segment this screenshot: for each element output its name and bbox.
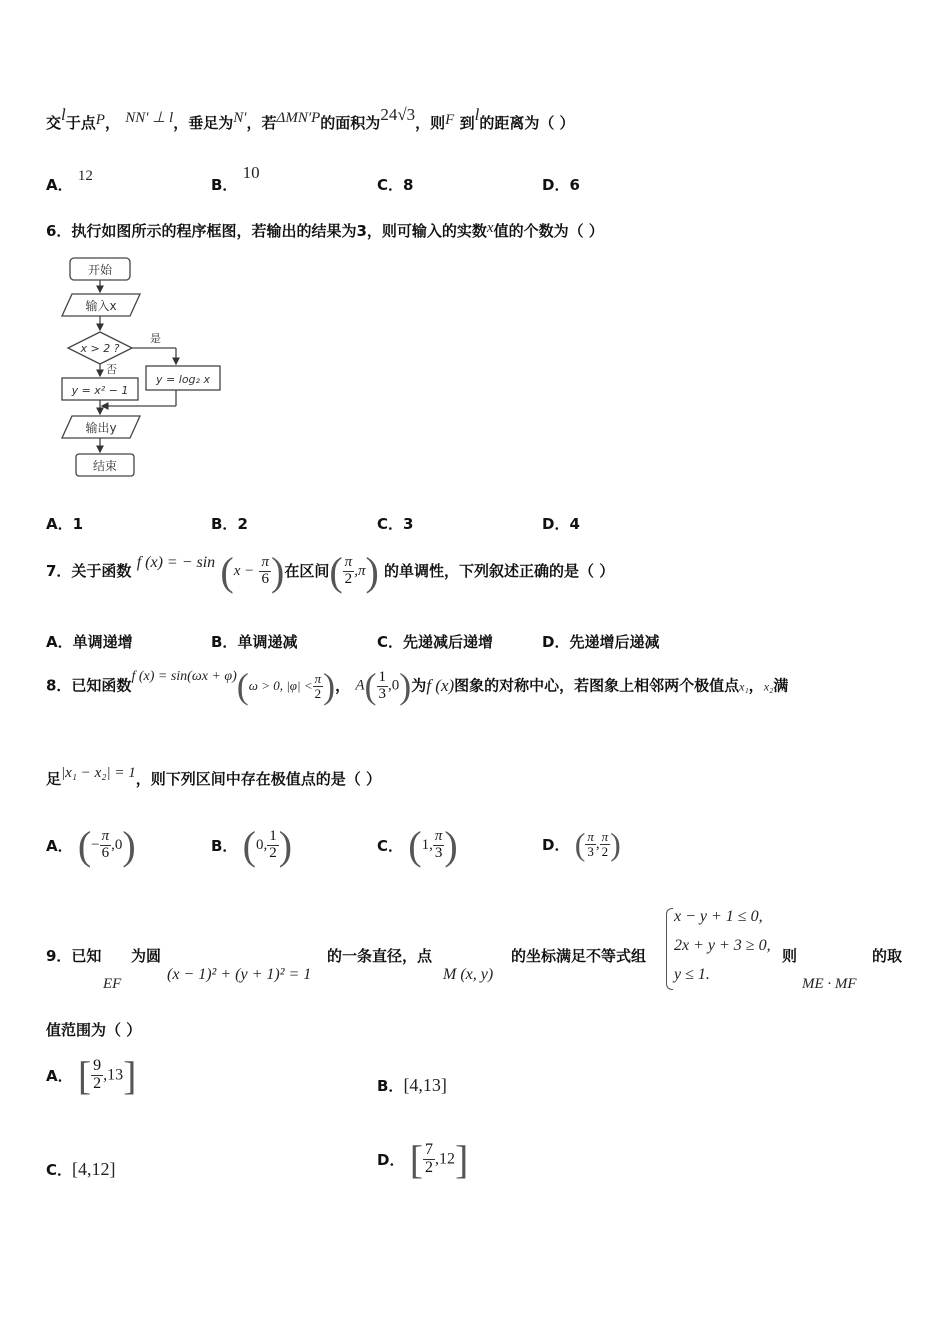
q8-point-y: ,0 xyxy=(388,677,400,694)
flow-right-label: y = log₂ x xyxy=(156,373,210,386)
option-label: A． xyxy=(46,515,73,533)
option-value: [4,13] xyxy=(403,1075,447,1095)
option-value: 1 xyxy=(72,515,84,533)
option-fraction xyxy=(433,829,445,862)
frac-den: 2 xyxy=(93,1075,102,1092)
q7-interval-fraction xyxy=(343,555,355,588)
q8-text: 图象的对称中心，若图象上相邻两个极值点 xyxy=(454,676,740,695)
q9-text-2: 为圆 xyxy=(131,947,162,965)
q8-point-fraction xyxy=(377,670,389,703)
q6-option-a[interactable] xyxy=(46,513,83,534)
bracket-open: [ xyxy=(77,1053,92,1098)
q8-text: 为 xyxy=(411,676,427,695)
option-label: C． xyxy=(377,633,404,651)
frac-den: 2 xyxy=(425,1159,434,1176)
q7-interval-close: ) xyxy=(365,549,379,594)
system-eq-2: 2x + y + 3 ≥ 0, xyxy=(674,937,771,954)
option-fraction xyxy=(423,1142,435,1177)
q7-option-b[interactable] xyxy=(211,631,297,652)
option-value: 3 xyxy=(403,515,414,533)
q9-option-c[interactable] xyxy=(46,1159,116,1180)
frac-den: 2 xyxy=(269,845,277,861)
q9-text-3: 的一条直径，点 xyxy=(327,947,433,965)
q5-text: 到 xyxy=(459,114,475,132)
option-value: 2 xyxy=(237,515,248,533)
frac-den: 2 xyxy=(314,685,322,701)
option-label: D． xyxy=(377,1151,405,1169)
option-value: 8 xyxy=(403,176,414,194)
option-label: C． xyxy=(377,837,404,855)
q6-option-c[interactable] xyxy=(377,513,413,534)
q5-text: ，则 xyxy=(415,114,446,132)
flow-condition-label: x > 2 ? xyxy=(80,342,120,355)
q5-option-c[interactable] xyxy=(377,174,413,195)
frac-num: 1 xyxy=(378,668,387,685)
q8-condition: ω > 0, |φ| < xyxy=(248,678,313,693)
q8-option-b[interactable] xyxy=(211,822,292,869)
option-value: [4,12] xyxy=(72,1159,116,1179)
frac-num: 1 xyxy=(269,828,277,845)
option-value: 6 xyxy=(569,176,580,194)
q9-option-a[interactable] xyxy=(46,1052,137,1099)
option-tail: ,12 xyxy=(435,1150,456,1168)
option-label: C． xyxy=(377,176,404,194)
flow-input-label: 输入x xyxy=(85,299,117,313)
q6-text: 6．执行如图所示的程序框图，若输出的结果为3，则可输入的实数 xyxy=(46,222,487,240)
q8-text: 8．已知函数 xyxy=(46,676,132,695)
q6-stem xyxy=(46,220,604,241)
option-value: 单调递增 xyxy=(72,633,133,651)
q7-interval-open: ( xyxy=(329,549,343,594)
paren-close: ) xyxy=(610,826,621,862)
q8-fx: f (x) xyxy=(426,676,455,695)
option-label: B． xyxy=(211,837,238,855)
option-value: 12 xyxy=(77,168,93,184)
flow-no-label: 否 xyxy=(106,363,117,376)
q9-text-4: 的坐标满足不等式组 xyxy=(511,947,647,965)
q9-EF: EF xyxy=(103,976,122,992)
q9-text-1: 9．已知 xyxy=(46,947,102,965)
q9-option-b[interactable] xyxy=(377,1075,447,1096)
q8-option-a[interactable] xyxy=(46,822,136,869)
q5-text: 交 xyxy=(46,114,62,132)
minus-sign: − xyxy=(91,837,100,853)
q5-text: 于点 xyxy=(65,114,96,132)
system-eq-1: x − y + 1 ≤ 0, xyxy=(674,908,763,925)
q8-text: ， xyxy=(748,676,764,695)
q5-text: 的面积为 xyxy=(320,114,381,132)
flow-yes-label: 是 xyxy=(150,332,161,345)
option-value: 4 xyxy=(569,515,580,533)
bracket-close: ] xyxy=(123,1053,137,1098)
q7-text: 7．关于函数 xyxy=(46,562,132,580)
frac-den: 6 xyxy=(101,845,110,861)
option-tail: ,0 xyxy=(111,837,123,853)
q7-option-d[interactable] xyxy=(542,631,659,652)
q7-inner: x − xyxy=(233,563,255,579)
system-brace xyxy=(666,908,673,990)
option-head: 1, xyxy=(421,837,433,853)
q9-stem-line2: 值范围为（ ） xyxy=(46,1021,142,1039)
q5-l2: l xyxy=(474,105,480,124)
q7-text: 的单调性，下列叙述正确的是（ ） xyxy=(384,562,615,580)
frac-num: 9 xyxy=(93,1057,102,1075)
option-fraction xyxy=(91,1058,103,1093)
q6-flowchart xyxy=(58,254,238,484)
option-label: B． xyxy=(377,1077,404,1095)
paren-close: ) xyxy=(444,823,458,868)
q5-l: l xyxy=(61,105,66,124)
paren-close: ) xyxy=(278,823,293,868)
q8-text: 足 xyxy=(46,770,62,788)
bracket-open: [ xyxy=(409,1137,424,1182)
q8-text: ，则下列区间中存在极值点的是（ ） xyxy=(135,770,381,788)
q9-option-d[interactable] xyxy=(377,1136,468,1183)
q7-text: 在区间 xyxy=(284,562,330,580)
option-label: D． xyxy=(542,515,570,533)
paren-open: ( xyxy=(242,823,256,868)
q7-option-a[interactable] xyxy=(46,631,133,652)
frac-den: 2 xyxy=(601,844,609,859)
q6-x: x xyxy=(486,220,494,236)
paren-open: ( xyxy=(408,823,422,868)
q8-function: f (x) = sin(ωx + φ) xyxy=(131,669,237,684)
q7-option-c[interactable] xyxy=(377,631,493,652)
option-fraction xyxy=(100,829,112,862)
q8-paren-open: ( xyxy=(236,666,249,706)
q8-stem-line2 xyxy=(46,765,381,789)
frac-den: 2 xyxy=(344,571,353,587)
option-label: D． xyxy=(542,633,570,651)
q9-M: M (x, y) xyxy=(443,966,494,983)
flow-start-label: 开始 xyxy=(87,263,113,277)
frac-num: π xyxy=(601,829,609,845)
option-fraction xyxy=(267,829,279,862)
flow-output-label: 输出y xyxy=(85,421,117,435)
q5-text: ，若 xyxy=(246,114,277,132)
q7-paren-close: ) xyxy=(271,549,285,594)
q8-x2: x₂ xyxy=(763,679,774,694)
q6-option-d[interactable] xyxy=(542,513,580,534)
bracket-close: ] xyxy=(455,1137,469,1182)
option-label: C． xyxy=(46,1161,73,1179)
q7-stem xyxy=(46,548,614,595)
frac-num: π xyxy=(101,828,110,845)
paren-open: ( xyxy=(77,823,92,868)
q5-nn-perp: NN′ ⊥ l xyxy=(125,110,174,126)
q8-stem xyxy=(46,665,788,707)
option-label: A． xyxy=(46,633,73,651)
q8-text: ， xyxy=(335,676,351,695)
q5-text: 的距离为（ ） xyxy=(479,114,575,132)
frac-num: π xyxy=(314,670,322,686)
q8-point-open: ( xyxy=(364,666,377,706)
paren-close: ) xyxy=(122,823,136,868)
q7-interval-end: ,π xyxy=(354,563,366,579)
q5-triangle: ΔMN′P xyxy=(276,110,321,126)
paren-open: ( xyxy=(574,826,586,862)
flow-left-label: y = x² − 1 xyxy=(71,384,129,397)
q6-text: 值的个数为（ ） xyxy=(493,222,604,240)
frac-num: π xyxy=(344,554,353,571)
q8-option-c[interactable] xyxy=(377,822,458,869)
frac-num: π xyxy=(261,554,269,571)
q8-paren-close: ) xyxy=(323,666,336,706)
q9-circle: (x − 1)² + (y + 1)² = 1 xyxy=(167,966,312,983)
q5-text: ， xyxy=(104,114,120,132)
q5-stem xyxy=(46,105,575,133)
q5-option-d[interactable] xyxy=(542,174,580,195)
q8-x1: x₁ xyxy=(739,679,749,694)
q9-dot-product: ME · MF xyxy=(802,976,857,992)
frac-den: 3 xyxy=(434,845,443,861)
q5-Nprime: N′ xyxy=(233,110,247,126)
frac-num: 7 xyxy=(425,1141,434,1159)
option-label: D． xyxy=(542,836,570,854)
q8-text: 满 xyxy=(773,676,789,695)
q9-system xyxy=(664,906,784,990)
q8-A: A xyxy=(355,677,365,694)
frac-num: π xyxy=(587,829,594,845)
q7-function: f (x) = − sin xyxy=(136,553,216,571)
frac-den: 3 xyxy=(378,685,387,702)
q8-option-d[interactable] xyxy=(542,826,621,863)
option-label: C． xyxy=(377,515,404,533)
q8-cond-fraction xyxy=(313,672,324,700)
option-value: 先递增后递减 xyxy=(569,633,660,651)
option-label: B． xyxy=(211,633,238,651)
option-label: B． xyxy=(211,515,238,533)
frac-den: 3 xyxy=(587,844,594,859)
option-value: 10 xyxy=(242,163,260,182)
q5-option-a[interactable] xyxy=(46,168,93,195)
q5-option-b[interactable] xyxy=(211,163,260,195)
option-fraction xyxy=(600,830,611,858)
q9-text-5: 则 xyxy=(782,947,798,965)
option-label: D． xyxy=(542,176,570,194)
option-head: 0, xyxy=(256,837,268,853)
frac-num: π xyxy=(434,828,443,845)
option-tail: ,13 xyxy=(103,1066,124,1084)
q8-point-close: ) xyxy=(399,666,412,706)
q5-F: F xyxy=(445,112,455,128)
comma: , xyxy=(595,836,600,852)
flow-end-label: 结束 xyxy=(92,459,118,473)
q9-text-6: 的取 xyxy=(872,947,903,965)
option-label: A． xyxy=(46,837,73,855)
option-label: A． xyxy=(46,1067,73,1085)
q5-text: ，垂足为 xyxy=(173,114,234,132)
q7-fraction xyxy=(259,555,271,588)
option-fraction xyxy=(585,830,596,858)
q5-P: P xyxy=(95,112,105,128)
option-label: A． xyxy=(46,176,73,194)
option-label: B． xyxy=(211,176,238,194)
q8-abs: |x₁ − x₂| = 1 xyxy=(61,765,136,781)
q6-option-b[interactable] xyxy=(211,513,248,534)
option-value: 先递减后递增 xyxy=(403,633,494,651)
frac-den: 6 xyxy=(261,571,269,587)
q7-paren-open: ( xyxy=(220,549,234,594)
option-value: 单调递减 xyxy=(237,633,298,651)
system-eq-3: y ≤ 1. xyxy=(674,966,710,983)
q5-area: 24√3 xyxy=(380,105,416,124)
